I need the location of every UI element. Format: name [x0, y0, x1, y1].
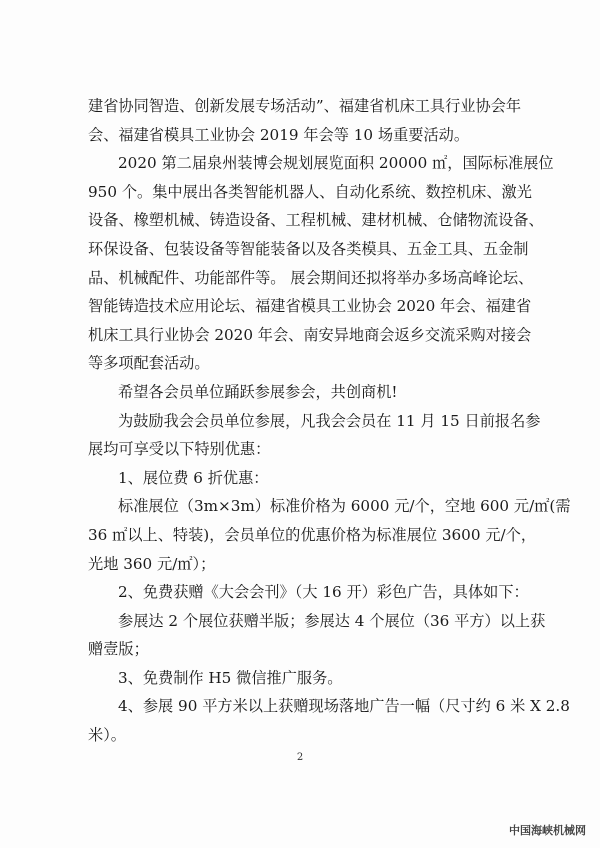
- text-line: 会、福建省模具工业协会 2019 年会等 10 场重要活动。: [88, 125, 470, 144]
- text-line: 环保设备、包装设备等智能装备以及各类模具、五金工具、五金制: [88, 239, 529, 258]
- text-line: 智能铸造技术应用论坛、福建省模具工业协会 2020 年会、福建省: [88, 297, 532, 316]
- text-line: 光地 360 元/㎡）；: [88, 554, 216, 573]
- text-line: 赠壹版；: [88, 640, 149, 659]
- offer-item-3: 3、免费制作 H5 微信推广服务。: [118, 668, 343, 687]
- text-line: 米）。: [88, 726, 126, 745]
- paragraph-ad-detail: 参展达 2 个展位获赠半版；参展达 4 个展位（36 平方）以上获: [118, 611, 546, 630]
- text-line: 建省协同智造、创新发展专场活动”、福建省机床工具行业协会年: [88, 97, 522, 115]
- site-watermark: 中国海峡机械网: [509, 824, 586, 837]
- document-body: [88, 92, 571, 750]
- text-line: 36 ㎡以上、特装)，会员单位的优惠价格为标准展位 3600 元/个，: [88, 525, 537, 544]
- text-line: 等多项配套活动。: [88, 354, 210, 373]
- text-line: 机床工具行业协会 2020 年会、南安异地商会返乡交流采购对接会: [88, 325, 532, 344]
- text-line: 950 个。集中展出各类智能机器人、自动化系统、数控机床、激光: [88, 182, 532, 201]
- paragraph-expo-scale: 2020 第二届泉州装博会规划展览面积 20000 ㎡，国际标准展位: [118, 154, 554, 173]
- text-line: 展均可享受以下特别优惠：: [88, 440, 271, 459]
- text-line: 设备、橡塑机械、铸造设备、工程机械、建材机械、仓储物流设备、: [88, 211, 544, 230]
- paragraph-booth-price: 标准展位（3m×3m）标准价格为 6000 元/个，空地 600 元/㎡(需: [118, 497, 571, 516]
- paragraph-member-offer: 为鼓励我会会员单位参展，凡我会会员在 11 月 15 日前报名参: [118, 411, 541, 430]
- text-line: 品、机械配件、功能部件等。 展会期间还拟将举办多场高峰论坛、: [88, 268, 534, 287]
- page-number: 2: [296, 752, 304, 763]
- offer-item-1: 1、展位费 6 折优惠：: [118, 468, 269, 487]
- paragraph-invitation: 希望各会员单位踊跃参展参会，共创商机!: [118, 382, 398, 401]
- offer-item-4: 4、参展 90 平方米以上获赠现场落地广告一幅（尺寸约 6 米 X 2.8: [118, 697, 570, 716]
- offer-item-2: 2、免费获赠《大会会刊》（大 16 开）彩色广告，具体如下：: [118, 583, 529, 602]
